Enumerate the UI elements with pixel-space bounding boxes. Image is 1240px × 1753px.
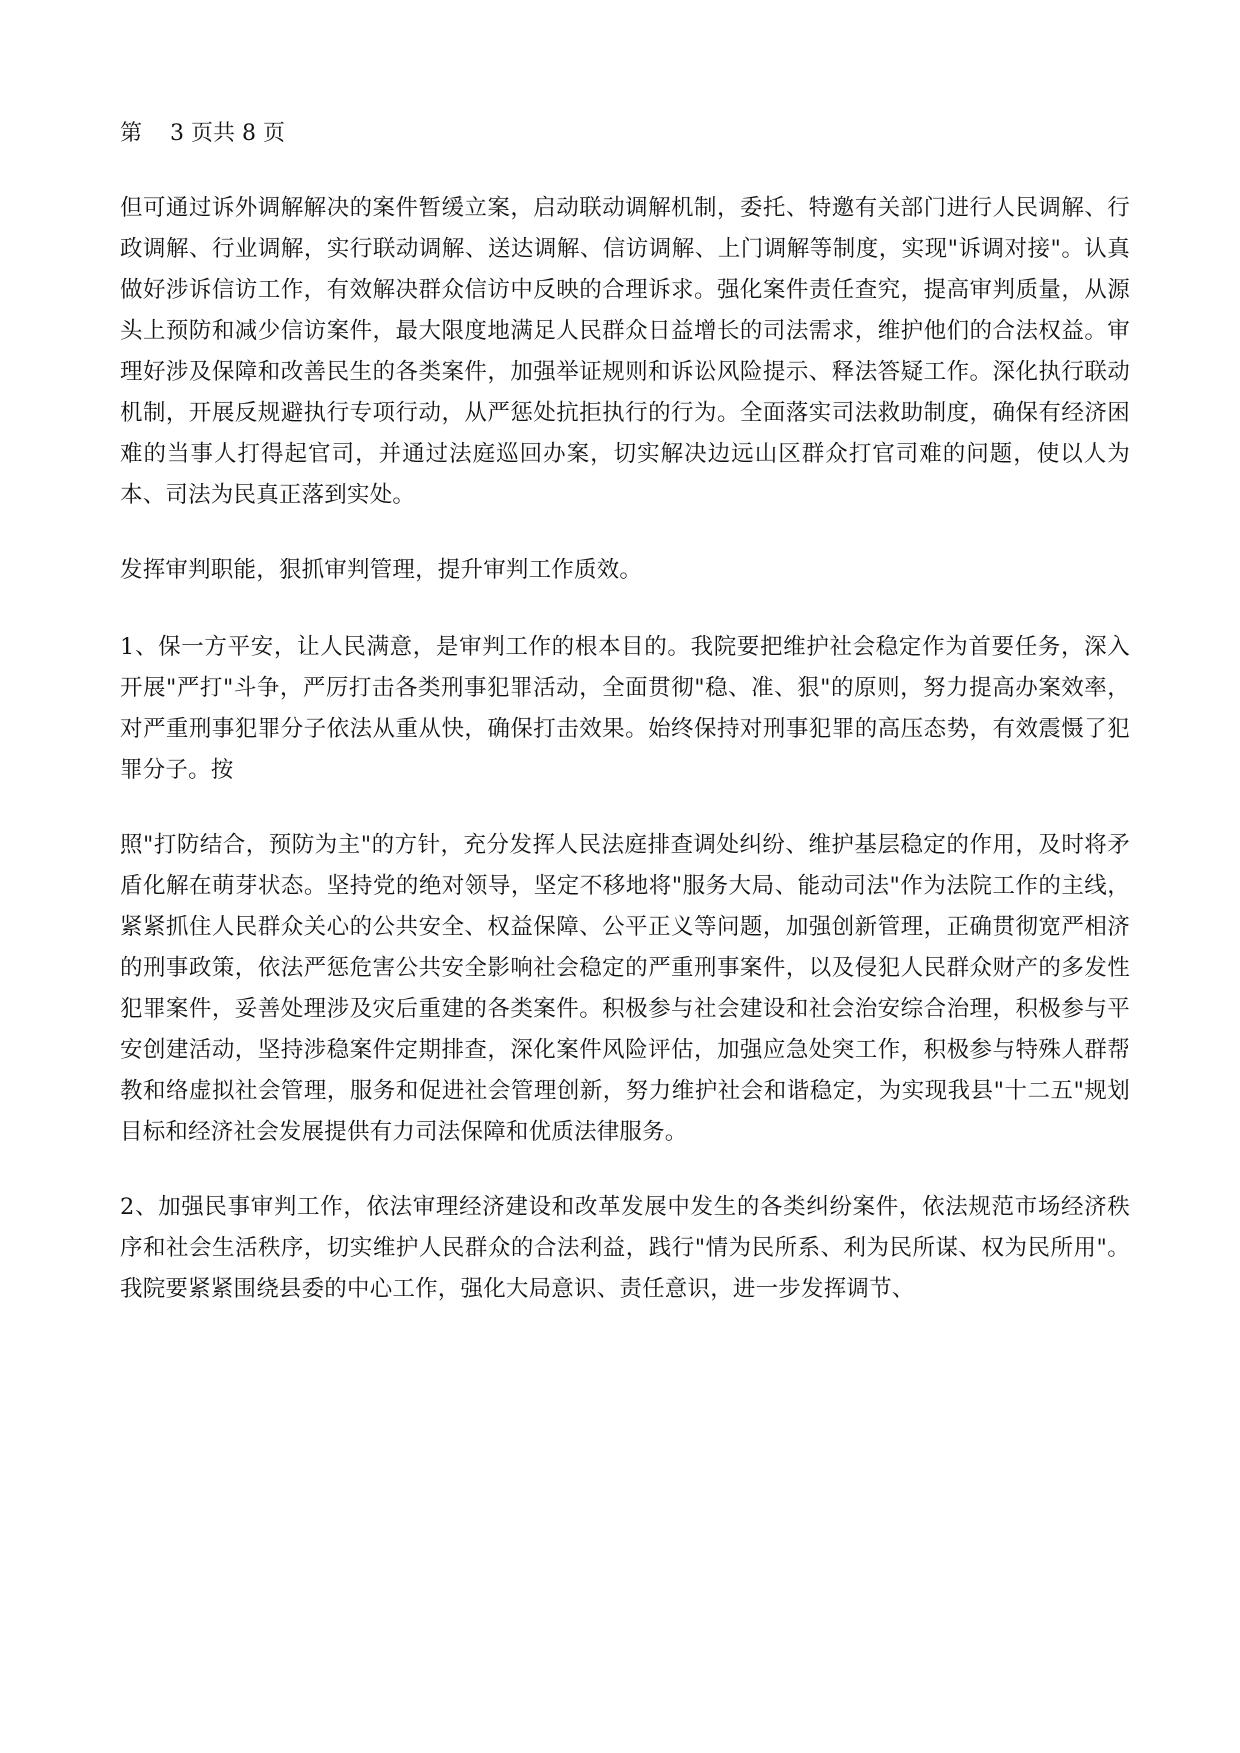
paragraph-item-2: 2、加强民事审判工作，依法审理经济建设和改革发展中发生的各类纠纷案件，依法规范市场经济秩序和社会生活秩序，切实维护人民群众的合法利益，践行"情为民所系、利为民所谋、权为民所用"。我院要紧紧围绕县委的中心工作，强化大局意识、责任意识，进一步发挥调节、 <box>120 1194 1130 1302</box>
document-page <box>120 108 1130 1344</box>
paragraph-item-1-continued: 照"打防结合，预防为主"的方针，充分发挥人民法庭排查调处纠纷、维护基层稳定的作用，及时将矛盾化解在萌芽状态。坚持党的绝对领导，坚定不移地将"服务大局、能动司法"作为法院工作的主线，紧紧抓住人民群众关心的公共安全、权益保障、公平正义等问题，加强创新管理，正确贯彻宽严相济的刑事政策，依法严惩危害公共安全影响社会稳定的严重刑事案件，以及侵犯人民群众财产的多发性犯罪案件，妥善处理涉及灾后重建的各类案件。积极参与社会建设和社会治安综合治理，积极参与平安创建活动，坚持涉稳案件定期排查，深化案件风险评估，加强应急处突工作，积极参与特殊人群帮教和络虚拟社会管理，服务和促进社会管理创新，努力维护社会和谐稳定，为实现我县"十二五"规划目标和经济社会发展提供有力司法保障和优质法律服务。 <box>120 832 1130 1145</box>
page-number-header: 第 3 页共 8 页 <box>120 121 285 146</box>
paragraph-item-1: 1、保一方平安，让人民满意，是审判工作的根本目的。我院要把维护社会稳定作为首要任务，深入开展"严打"斗争，严厉打击各类刑事犯罪活动，全面贯彻"稳、准、狠"的原则，努力提高办案效率，对严重刑事犯罪分子依法从重从快，确保打击效果。始终保持对刑事犯罪的高压态势，有效震慑了犯罪分子。按 <box>120 634 1130 783</box>
paragraph-mediation: 但可通过诉外调解解决的案件暂缓立案，启动联动调解机制，委托、特邀有关部门进行人民调解、行政调解、行业调解，实行联动调解、送达调解、信访调解、上门调解等制度，实现"诉调对接"。认真做好涉诉信访工作，有效解决群众信访中反映的合理诉求。强化案件责任查究，提高审判质量，从源头上预防和减少信访案件，最大限度地满足人民群众日益增长的司法需求，维护他们的合法权益。审理好涉及保障和改善民生的各类案件，加强举证规则和诉讼风险提示、释法答疑工作。深化执行联动机制，开展反规避执行专项行动，从严惩处抗拒执行的行为。全面落实司法救助制度，确保有经济困难的当事人打得起官司，并通过法庭巡回办案，切实解决边远山区群众打官司难的问题，使以人为本、司法为民真正落到实处。 <box>120 195 1130 508</box>
paragraph-section-heading: 发挥审判职能，狠抓审判管理，提升审判工作质效。 <box>120 557 643 583</box>
